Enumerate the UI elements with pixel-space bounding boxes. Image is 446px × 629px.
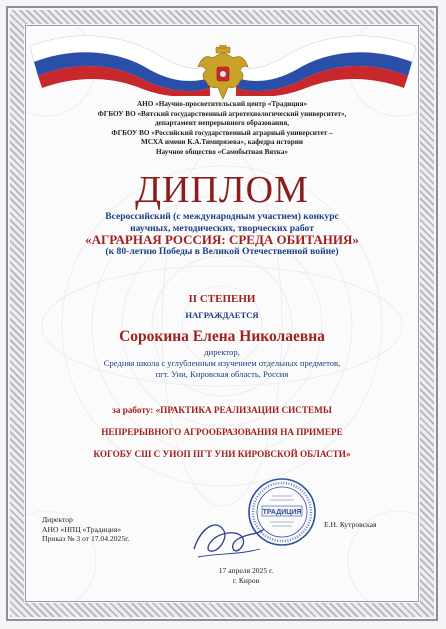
work-line-1: за работу: «ПРАКТИКА РЕАЛИЗАЦИИ СИСТЕМЫ xyxy=(112,405,332,415)
signer-block xyxy=(42,515,129,544)
organizer-line: ФГБОУ ВО «Российский государственный аграрный университет – xyxy=(111,128,333,137)
contest-dedication: (к 80-летию Победы в Великой Отечественной войне) xyxy=(105,245,339,257)
issue-city: г. Киров xyxy=(232,575,260,585)
recipient-school: Средняя школа с углубленным изучением отдельных предметов, xyxy=(103,358,341,368)
seal-text: ТРАДИЦИЯ xyxy=(262,509,302,516)
recipient-info xyxy=(26,347,418,380)
signer-org: АНО «НПЦ «Традиция» xyxy=(42,524,122,534)
work-line-2: НЕПРЕРЫВНОГО АГРООБРАЗОВАНИЯ НА ПРИМЕРЕ xyxy=(101,427,343,437)
contest-line-1: Всероссийский (с международным участием) конкурс xyxy=(105,211,339,222)
organizer-line: Научное общество «Самобытная Вятка» xyxy=(155,147,289,156)
work-title-block xyxy=(26,399,418,465)
coat-of-arms-icon xyxy=(196,45,250,101)
organizer-line: АНО «Научно-просветительский центр «Традиция» xyxy=(136,100,308,108)
diploma-title: ДИПЛОМ xyxy=(135,169,309,211)
organizer-line: департамент непрерывного образования, xyxy=(154,119,290,128)
organizers-block xyxy=(26,100,418,158)
order-number: Приказ № 3 от 17.04.2025г. xyxy=(42,534,130,543)
recipient-name: Сорокина Елена Николаевна xyxy=(119,328,325,345)
contest-block xyxy=(26,211,418,257)
issue-date: 17 апреля 2025 г. xyxy=(218,566,274,575)
organization-seal xyxy=(246,476,318,548)
award-degree: II СТЕПЕНИ xyxy=(188,293,256,305)
signer-name: Е.Н. Кутровская xyxy=(324,520,377,529)
date-block xyxy=(196,566,296,585)
recipient-position: директор, xyxy=(204,347,240,357)
signer-title: Директор xyxy=(42,515,73,524)
contest-name: «АГРАРНАЯ РОССИЯ: СРЕДА ОБИТАНИЯ» xyxy=(85,232,359,247)
organizer-line: ФГБОУ ВО «Вятский государственный агротехнологический университет», xyxy=(97,109,347,118)
contest-line-2: научных, методических, творческих работ xyxy=(130,222,314,234)
recipient-location: пгт. Уни, Кировская область, Россия xyxy=(155,369,289,379)
organizer-line: МСХА имени К.А.Тимирязева», кафедра истории xyxy=(140,138,304,147)
awarded-label: НАГРАЖДАЕТСЯ xyxy=(185,310,259,320)
work-line-3: КОГОБУ СШ С УИОП ПГТ УНИ КИРОВСКОЙ ОБЛАСТИ» xyxy=(93,449,351,459)
